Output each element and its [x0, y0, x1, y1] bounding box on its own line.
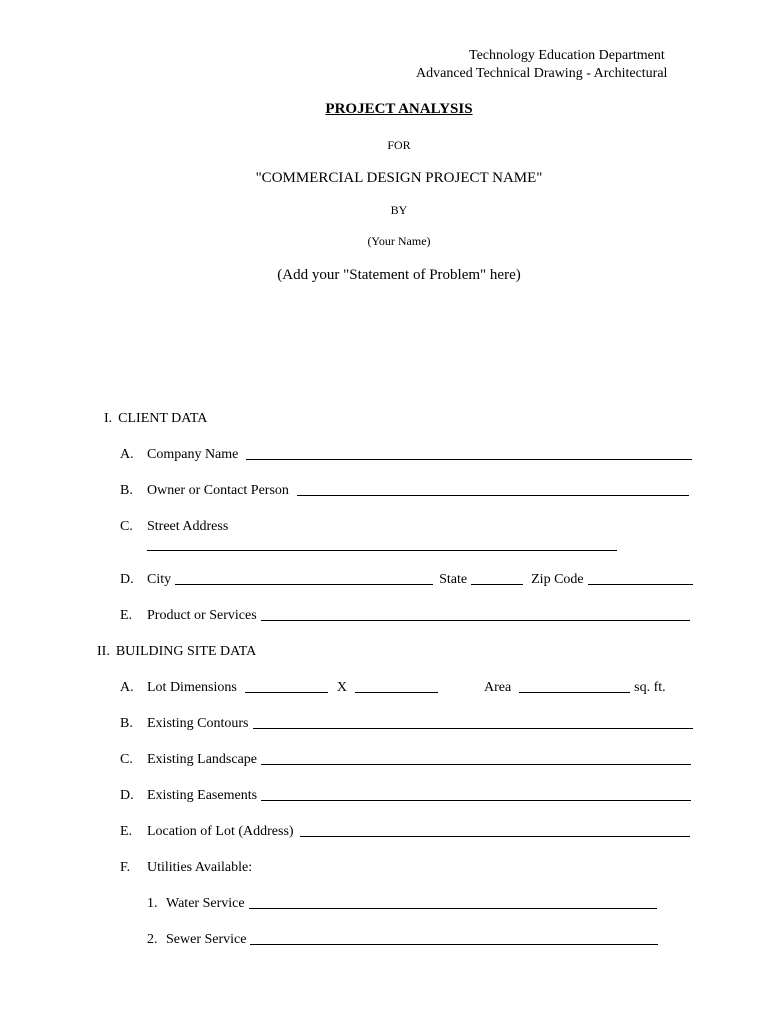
sewer-service-field[interactable]: [250, 943, 658, 945]
item-letter: D.: [120, 788, 134, 803]
area-unit: sq. ft.: [634, 680, 666, 695]
state-field[interactable]: [471, 583, 523, 585]
lot-location-label: Location of Lot (Address): [147, 824, 294, 839]
by-label: BY: [390, 203, 408, 217]
item-letter: B.: [120, 716, 133, 731]
existing-landscape-row: [120, 752, 691, 768]
lot-width-field[interactable]: [245, 691, 328, 693]
city-label: City: [147, 572, 172, 587]
street-address-label: Street Address: [147, 519, 229, 534]
section-heading-building-site-data: [97, 644, 256, 660]
city-field[interactable]: [175, 583, 433, 585]
item-number: 2.: [147, 932, 158, 947]
existing-contours-row: [120, 716, 693, 732]
item-letter: C.: [120, 752, 133, 767]
product-services-field[interactable]: [261, 619, 690, 621]
item-letter: C.: [120, 519, 133, 534]
utilities-available-row: [120, 860, 252, 876]
existing-contours-field[interactable]: [253, 727, 693, 729]
existing-landscape-field[interactable]: [261, 763, 691, 765]
item-letter: A.: [120, 447, 134, 462]
lot-dimensions-label: Lot Dimensions: [147, 680, 237, 695]
sewer-service-label: Sewer Service: [166, 932, 247, 947]
item-letter: B.: [120, 483, 133, 498]
existing-contours-label: Existing Contours: [147, 716, 249, 731]
department-name: Technology Education Department: [469, 48, 665, 63]
item-letter: D.: [120, 572, 134, 587]
state-label: State: [439, 572, 468, 587]
existing-easements-label: Existing Easements: [147, 788, 258, 803]
item-letter: E.: [120, 608, 133, 623]
section-numeral: II.: [97, 644, 110, 659]
section-title: BUILDING SITE DATA: [115, 644, 257, 659]
existing-easements-field[interactable]: [261, 799, 691, 801]
section-heading-client-data: [104, 411, 207, 427]
water-service-row: [147, 896, 657, 912]
for-label: FOR: [387, 138, 411, 152]
existing-landscape-label: Existing Landscape: [147, 752, 258, 767]
water-service-field[interactable]: [249, 907, 657, 909]
water-service-label: Water Service: [166, 896, 245, 911]
lot-dimensions-row: [120, 680, 666, 696]
section-numeral: I.: [104, 411, 113, 426]
product-services-label: Product or Services: [147, 608, 257, 623]
zip-code-field[interactable]: [588, 583, 693, 585]
lot-depth-field[interactable]: [355, 691, 438, 693]
item-letter: E.: [120, 824, 133, 839]
existing-easements-row: [120, 788, 691, 804]
area-label: Area: [483, 680, 512, 695]
zip-code-label: Zip Code: [531, 572, 584, 587]
utilities-available-label: Utilities Available:: [147, 860, 253, 875]
company-name-label: Company Name: [147, 447, 239, 462]
item-letter: A.: [120, 680, 134, 695]
lot-location-row: [120, 824, 690, 840]
owner-contact-row: [120, 483, 689, 499]
section-title: CLIENT DATA: [118, 411, 208, 426]
page-title: PROJECT ANALYSIS: [325, 101, 473, 117]
dimension-x-label: X: [336, 680, 347, 695]
author-name: (Your Name): [367, 234, 431, 248]
company-name-field[interactable]: [246, 458, 692, 460]
city-state-zip-row: [120, 572, 693, 588]
company-name-row: [120, 447, 692, 463]
owner-contact-label: Owner or Contact Person: [147, 483, 289, 498]
item-letter: F.: [120, 860, 131, 875]
sewer-service-row: [147, 932, 658, 948]
course-name: Advanced Technical Drawing - Architectural: [416, 66, 668, 81]
item-number: 1.: [147, 896, 158, 911]
project-name: "COMMERCIAL DESIGN PROJECT NAME": [255, 170, 543, 186]
street-address-field[interactable]: [147, 549, 617, 551]
street-address-row: [120, 519, 228, 535]
lot-location-field[interactable]: [300, 835, 690, 837]
statement-of-problem: (Add your "Statement of Problem" here): [277, 267, 521, 283]
product-services-row: [120, 608, 690, 624]
area-field[interactable]: [519, 691, 630, 693]
owner-contact-field[interactable]: [297, 494, 689, 496]
